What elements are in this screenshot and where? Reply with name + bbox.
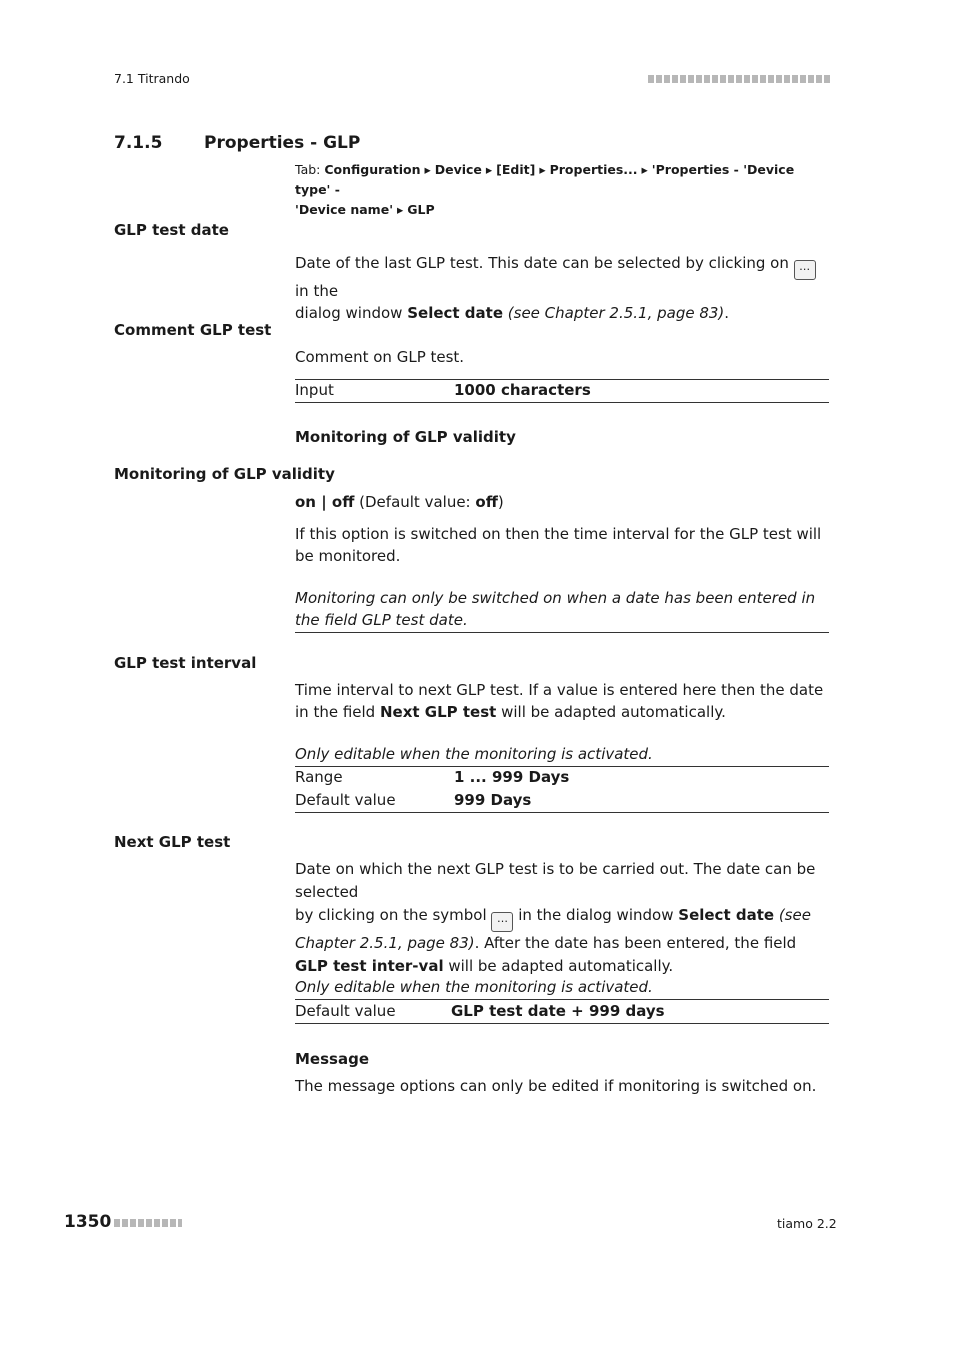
dialog-name: Select date <box>407 304 503 322</box>
desc-text: dialog window <box>295 304 403 322</box>
table-value: 999 Days <box>454 791 532 809</box>
tab-item: [Edit] <box>496 162 536 177</box>
table-rule <box>295 402 829 403</box>
header-decoration <box>648 75 830 83</box>
cross-reference: (see Chapter 2.5.1, page 83) <box>295 906 811 952</box>
triangle-right-icon: ▸ <box>424 162 431 177</box>
section-number: 7.1.5 <box>114 133 163 153</box>
table-rule <box>295 812 829 813</box>
options: on | off <box>295 493 355 511</box>
subheading: Monitoring of GLP validity <box>295 428 516 446</box>
tab-item: 'Properties - 'Device type' - <box>295 162 795 197</box>
monitoring-options <box>295 491 831 513</box>
tab-item: Device <box>434 162 482 177</box>
running-header-section: 7.1 Titrando <box>114 71 190 86</box>
table-value: 1 ... 999 Days <box>454 768 570 786</box>
triangle-right-icon: ▸ <box>485 162 493 177</box>
tab-path <box>295 160 829 220</box>
desc-text: Date of the last GLP test. This date can be selected by clicking on <box>295 254 789 272</box>
next-glp-test-note: Only editable when the monitoring is activated. <box>295 978 653 996</box>
table-value: 1000 characters <box>454 381 591 399</box>
table-key: Input <box>295 381 334 399</box>
table-value: GLP test date + 999 days <box>451 1002 665 1020</box>
tab-item: 'Device name' <box>295 202 394 217</box>
desc-text: by clicking on the symbol <box>295 906 487 924</box>
table-key: Default value <box>295 1002 396 1020</box>
desc-text: will be adapted automatically. <box>448 957 674 975</box>
ellipsis-button-icon: … <box>491 912 513 932</box>
glp-test-interval-label: GLP test interval <box>114 654 257 672</box>
section-title: Properties - GLP <box>204 133 361 153</box>
message-desc: The message options can only be edited if monitoring is switched on. <box>295 1077 817 1095</box>
table-rule <box>295 1023 829 1024</box>
glp-test-date-desc <box>295 252 831 324</box>
monitoring-label: Monitoring of GLP validity <box>114 465 335 483</box>
comment-glp-test-label: Comment GLP test <box>114 321 272 339</box>
table-rule <box>295 766 829 767</box>
triangle-right-icon: ▸ <box>539 162 546 177</box>
field-name: GLP test inter- <box>295 957 419 975</box>
next-glp-test-desc <box>295 858 831 978</box>
field-name: val <box>418 957 444 975</box>
monitoring-desc: If this option is switched on then the time interval for the GLP test will be monitored. <box>295 525 822 565</box>
tab-prefix: Tab: <box>295 162 321 177</box>
table-rule <box>295 379 829 380</box>
desc-text: Date on which the next GLP test is to be carried out. The date can be selected <box>295 860 816 901</box>
table-key: Range <box>295 768 343 786</box>
desc-text: will be adapted automatically. <box>501 703 726 721</box>
comment-glp-test-desc: Comment on GLP test. <box>295 348 465 366</box>
ellipsis-button-icon: … <box>794 260 816 280</box>
default-suffix: ) <box>497 493 504 511</box>
tab-item: Properties... <box>549 162 638 177</box>
desc-text: . After the date has been entered, the field <box>474 934 797 952</box>
triangle-right-icon: ▸ <box>397 202 404 217</box>
cross-reference: (see Chapter 2.5.1, page 83) <box>507 304 725 322</box>
glp-test-date-label: GLP test date <box>114 221 229 239</box>
default-prefix: (Default value: <box>359 493 471 511</box>
desc-text: in the <box>295 282 339 300</box>
desc-text: in the dialog window <box>518 906 674 924</box>
desc-text: Time interval to next GLP test. If a value is entered here then the date in the field <box>295 681 824 721</box>
dialog-name: Select date <box>678 906 775 924</box>
table-rule <box>295 632 829 633</box>
tab-item: Configuration <box>324 162 421 177</box>
default-value: off <box>475 493 498 511</box>
desc-text: . <box>724 304 730 322</box>
product-name: tiamo 2.2 <box>777 1216 837 1231</box>
table-rule <box>295 999 829 1000</box>
glp-test-interval-note: Only editable when the monitoring is activated. <box>295 745 653 763</box>
table-key: Default value <box>295 791 396 809</box>
footer-decoration <box>114 1219 182 1227</box>
next-glp-test-label: Next GLP test <box>114 833 231 851</box>
triangle-right-icon: ▸ <box>641 162 648 177</box>
field-name: Next GLP test <box>379 703 497 721</box>
message-heading: Message <box>295 1050 369 1068</box>
monitoring-note: Monitoring can only be switched on when a date has been entered in the field GLP test date. <box>295 589 816 629</box>
page-number: 1350 <box>64 1212 112 1232</box>
tab-item: GLP <box>407 202 435 217</box>
glp-test-interval-desc <box>295 679 831 723</box>
